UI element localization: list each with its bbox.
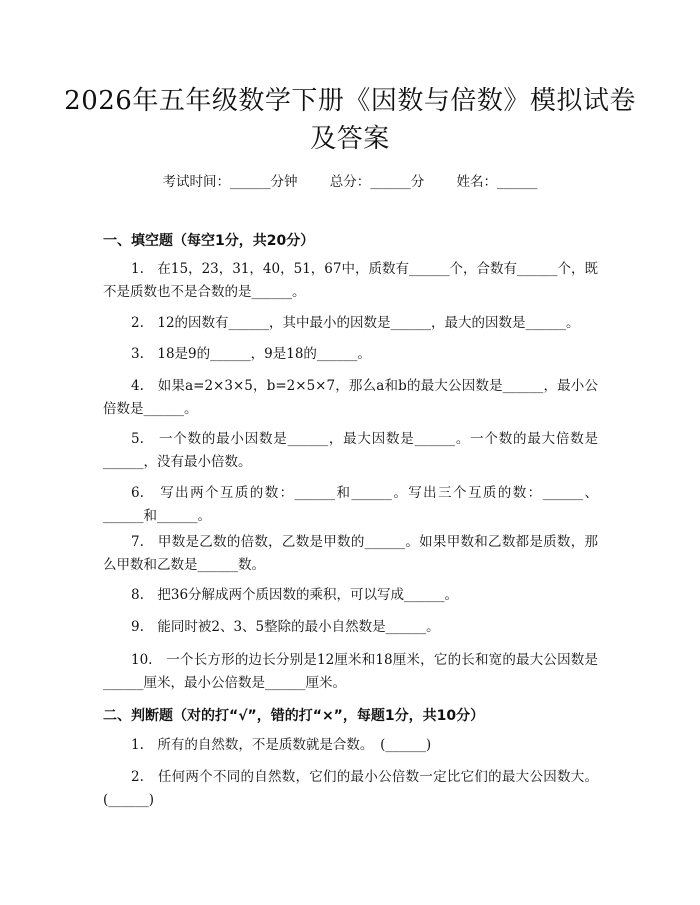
question-item: 1. 所有的自然数，不是质数就是合数。 (______) bbox=[131, 737, 432, 753]
question-item: 2. 任何两个不同的自然数，它们的最小公倍数一定比它们的最大公因数大。(______) bbox=[103, 769, 598, 808]
question-item: 5. 一个数的最小因数是______，最大因数是______。一个数的最大倍数是______，没有最小倍数。 bbox=[103, 431, 598, 470]
question-item: 2. 12的因数有______，其中最小的因数是______，最大的因数是______。 bbox=[131, 315, 580, 331]
page-title: 2026年五年级数学下册《因数与倍数》模拟试卷及答案 bbox=[64, 86, 636, 154]
question-item: 6. 写出两个互质的数：______和______。写出三个互质的数：______、______和______。 bbox=[103, 485, 598, 524]
total-score: 总分：______分 bbox=[329, 174, 425, 190]
question-item: 4. 如果a=2×3×5，b=2×5×7，那么a和b的最大公因数是______，最小公倍数是______。 bbox=[103, 378, 598, 417]
question-item: 9. 能同时被2、3、5整除的最小自然数是______。 bbox=[131, 619, 440, 635]
question-item: 8. 把36分解成两个质因数的乘积，可以写成______。 bbox=[131, 587, 459, 603]
question-item: 1. 在15，23，31，40，51，67中，质数有______个，合数有______个，既不是质数也不是合数的是______。 bbox=[103, 261, 598, 300]
student-name: 姓名：______ bbox=[456, 174, 538, 190]
section-heading: 一、填空题（每空1分，共20分） bbox=[103, 233, 315, 249]
exam-meta bbox=[0, 170, 700, 190]
question-item: 3. 18是9的______，9是18的______。 bbox=[131, 346, 371, 362]
question-item: 7. 甲数是乙数的倍数，乙数是甲数的______。如果甲数和乙数都是质数，那么甲数和乙数是______数。 bbox=[103, 534, 598, 573]
exam-time: 考试时间：______分钟 bbox=[162, 174, 298, 190]
question-item: 10. 一个长方形的边长分别是12厘米和18厘米，它的长和宽的最大公因数是______厘米，最小公倍数是______厘米。 bbox=[103, 652, 598, 691]
section-heading: 二、判断题（对的打“√”，错的打“×”，每题1分，共10分） bbox=[103, 708, 485, 724]
